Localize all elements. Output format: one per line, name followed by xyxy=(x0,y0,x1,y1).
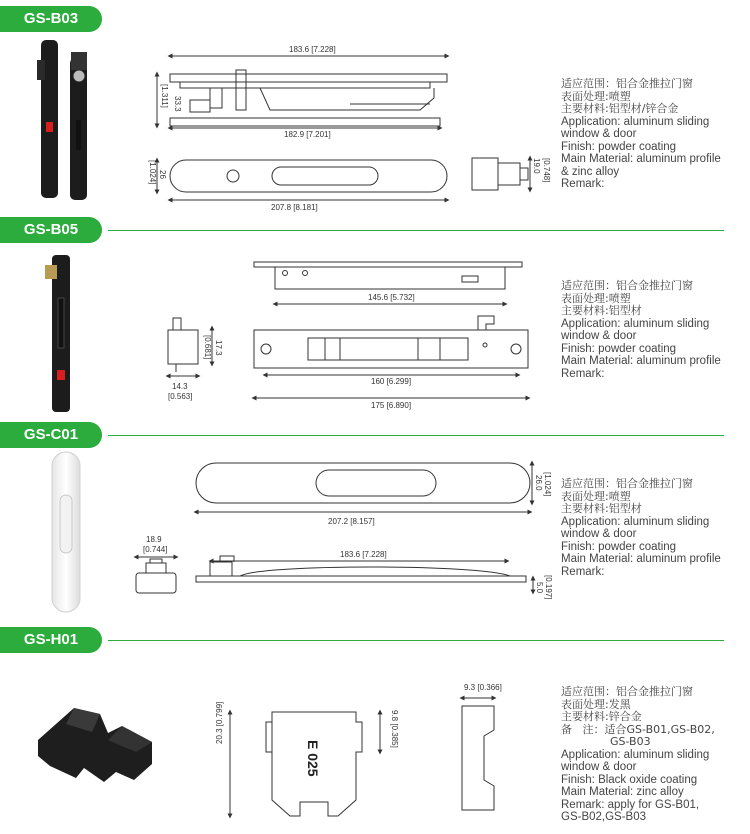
spec-line: Remark: apply for GS-B01, xyxy=(561,798,700,811)
gs-b03-product-photo xyxy=(37,40,87,200)
gs-b05-drawing xyxy=(168,262,528,398)
spec-line: Finish: Black oxide coating xyxy=(561,773,698,786)
gs-b05-specs xyxy=(561,280,736,380)
gs-h01-specs xyxy=(561,686,736,824)
spec-line: 主要材料:铝型材 xyxy=(561,502,642,515)
spec-line: Application: aluminum sliding xyxy=(561,115,710,128)
gs-c01-dim-thickness-in: [0.197] xyxy=(544,575,553,600)
model-tag-gs-h01: GS-H01 xyxy=(0,627,102,653)
spec-line: 适应范围：铝合金推拉门窗 xyxy=(561,685,693,698)
gs-b03-dim-width-in: [1.024] xyxy=(148,160,157,185)
gs-h01-drawing xyxy=(230,698,494,816)
spec-line: window & door xyxy=(561,761,637,773)
spec-line: & zinc alloy xyxy=(561,165,620,178)
gs-c01-specs xyxy=(561,478,736,578)
gs-c01-dim-width-mm: 26.0 xyxy=(534,475,543,491)
spec-line: Remark: xyxy=(561,565,605,578)
spec-line: Main Material: aluminum profile xyxy=(561,553,721,565)
gs-b03-dim-length-top: 183.6 [7.228] xyxy=(289,45,336,54)
gs-h01-dim-depth: 9.3 [0.366] xyxy=(464,683,502,692)
gs-b03-dim-length-bottom: 182.9 [7.201] xyxy=(284,130,331,139)
spec-line: 主要材料:锌合金 xyxy=(561,710,642,723)
spec-line: Main Material: zinc alloy xyxy=(561,786,684,798)
spec-line: Finish: powder coating xyxy=(561,342,677,355)
gs-h01-dim-height: 20.3 [0.799] xyxy=(215,701,224,744)
gs-b03-dim-side-in: [0.748] xyxy=(542,158,551,183)
model-tag-gs-b05: GS-B05 xyxy=(0,217,102,243)
gs-b05-product-photo xyxy=(45,255,70,412)
gs-c01-dim-side-length: 183.6 [7.228] xyxy=(340,550,387,559)
gs-c01-dim-width-in: [1.024] xyxy=(543,472,552,497)
spec-line: 表面处理:喷塑 xyxy=(561,489,631,503)
spec-line: 表面处理:喷塑 xyxy=(561,89,631,103)
gs-b03-specs xyxy=(561,78,736,191)
spec-line: Application: aluminum sliding xyxy=(561,317,710,330)
spec-line: Application: aluminum sliding xyxy=(561,515,710,528)
spec-line: 备 注：适合GS-B01,GS-B02, xyxy=(561,722,715,736)
gs-c01-dim-end-mm: 18.9 xyxy=(146,535,162,544)
gs-h01-dim-slot: 9.8 [0.385] xyxy=(390,710,399,748)
spec-line: window & door xyxy=(561,330,637,342)
spec-line: Application: aluminum sliding xyxy=(561,748,710,761)
spec-line: window & door xyxy=(561,528,637,540)
spec-line: 主要材料:铝型材 xyxy=(561,304,642,317)
gs-b05-dim-side-mm: 17.3 xyxy=(214,340,223,356)
spec-line: window & door xyxy=(561,128,637,140)
spec-line: Remark: xyxy=(561,178,605,190)
gs-b03-dim-height-in: [1.311] xyxy=(160,84,169,108)
gs-b03-dim-width-mm: 26 xyxy=(158,170,167,179)
gs-b05-dim-depth-in: [0.563] xyxy=(168,392,193,401)
gs-b05-dim-side-in: [0.681] xyxy=(203,335,212,360)
spec-line: 适应范围：铝合金推拉门窗 xyxy=(561,77,693,90)
gs-b03-dim-overall: 207.8 [8.181] xyxy=(271,203,318,212)
gs-b03-dim-side-mm: 19.0 xyxy=(532,158,541,174)
spec-line: Main Material: aluminum profile xyxy=(561,355,721,367)
gs-c01-dim-length: 207.2 [8.157] xyxy=(328,517,375,526)
spec-line: Finish: powder coating xyxy=(561,140,677,153)
spec-line: GS-B02,GS-B03 xyxy=(561,811,647,823)
spec-line: Finish: powder coating xyxy=(561,540,677,553)
model-tag-gs-c01: GS-C01 xyxy=(0,422,102,448)
spec-line: 表面处理:喷塑 xyxy=(561,291,631,305)
gs-h01-part-stamp: E 025 xyxy=(305,740,321,777)
spec-line: Main Material: aluminum profile xyxy=(561,153,721,165)
spec-line: 表面处理:发黑 xyxy=(561,697,631,711)
gs-b05-dim-overall: 175 [6.890] xyxy=(371,401,412,410)
gs-b05-dim-depth-mm: 14.3 xyxy=(172,382,188,391)
spec-line: 主要材料:铝型材/锌合金 xyxy=(561,102,679,115)
spec-line: 适应范围：铝合金推拉门窗 xyxy=(561,477,693,490)
gs-c01-drawing xyxy=(136,463,533,593)
gs-b03-dim-height-mm: 33.3 xyxy=(173,96,182,112)
spec-line: Remark: xyxy=(561,367,605,380)
gs-b05-dim-inner: 145.6 [5.732] xyxy=(368,293,415,302)
spec-line: 适应范围：铝合金推拉门窗 xyxy=(561,279,693,292)
gs-c01-dim-thickness-mm: 5.0 xyxy=(535,582,544,594)
gs-b05-dim-hole-spacing: 160 [6.299] xyxy=(371,377,412,386)
gs-c01-dim-end-in: [0.744] xyxy=(143,545,168,554)
gs-h01-product-photo xyxy=(38,708,152,782)
model-tag-gs-b03: GS-B03 xyxy=(0,6,102,32)
gs-c01-product-photo xyxy=(52,452,80,612)
spec-line: GS-B03 xyxy=(561,735,651,748)
gs-b03-drawing xyxy=(157,56,530,200)
